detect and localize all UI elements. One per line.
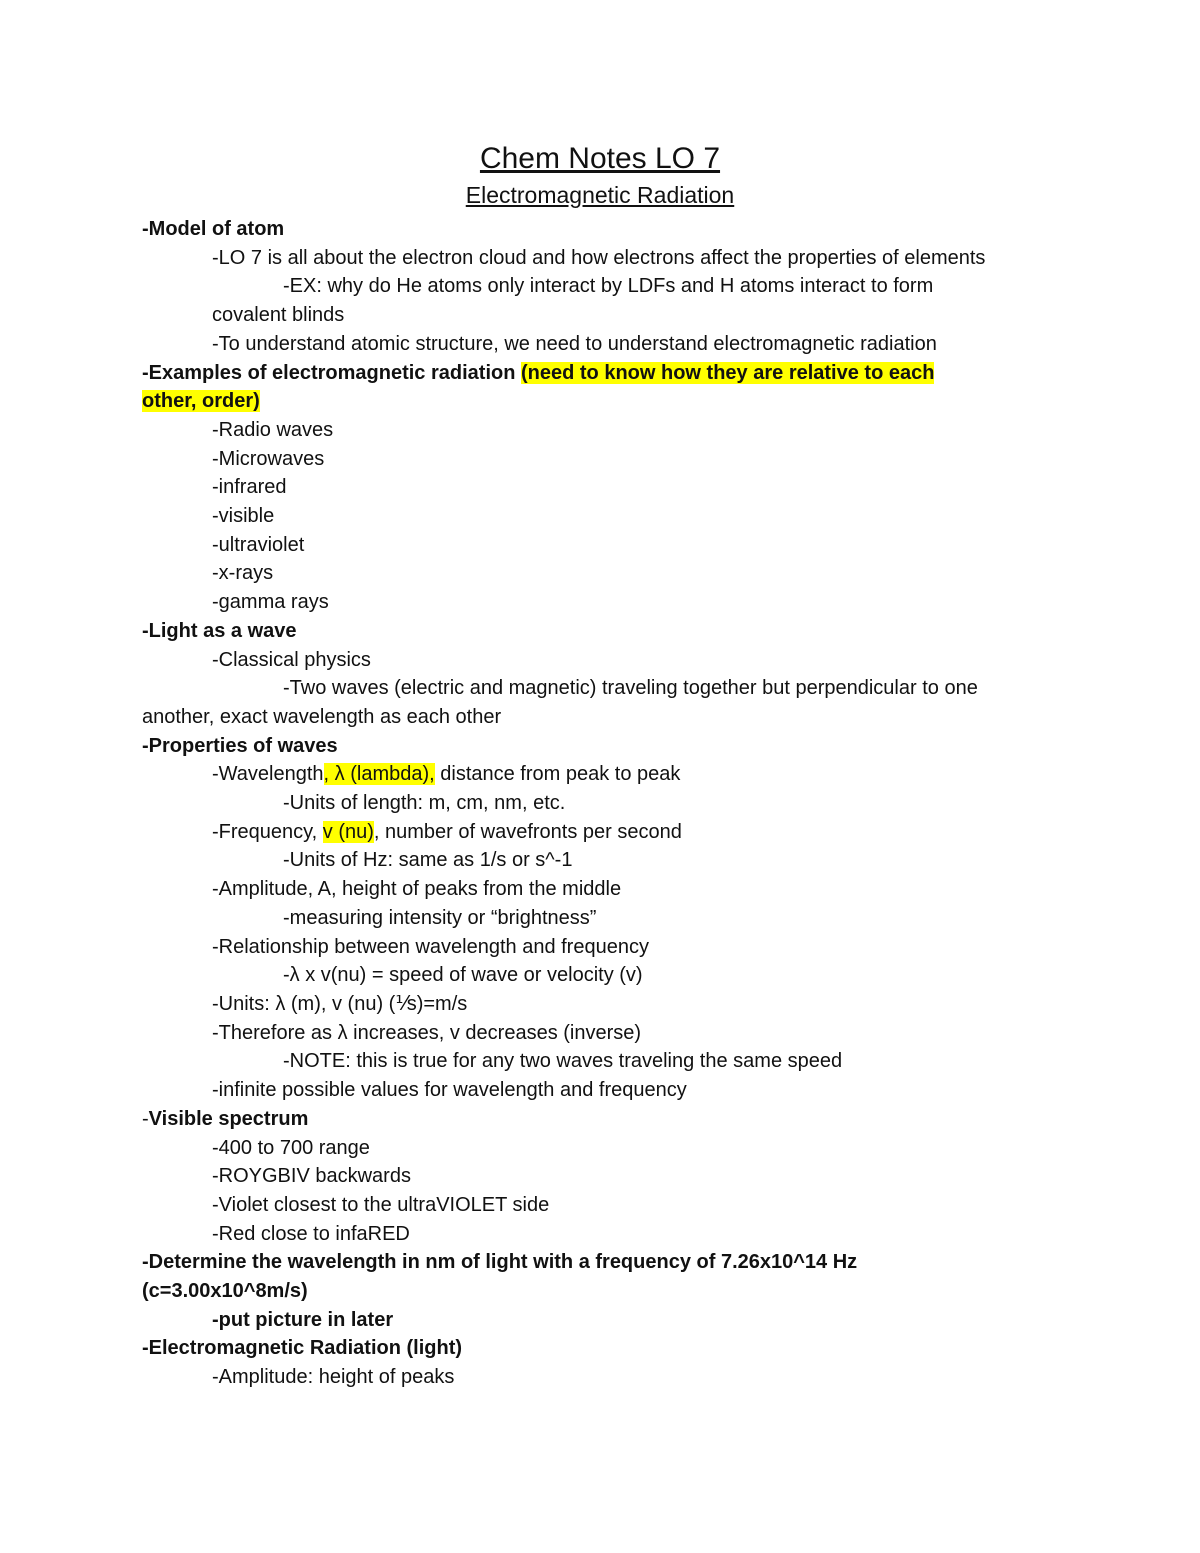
note-line: -Amplitude, A, height of peaks from the middle [212,878,622,901]
line-text: distance from peak to peak [434,763,681,786]
note-line: -λ x v(nu) = speed of wave or velocity (v) [283,964,643,987]
note-line-continuation: another, exact wavelength as each other [142,705,502,728]
list-item: -infrared [212,476,287,499]
note-line: -Red close to infaRED [212,1222,410,1245]
line-text: -Frequency, [212,820,323,843]
note-line-continuation: covalent blinds [212,304,345,327]
heading-continuation [0,387,1200,416]
note-line: -Violet closest to the ultraVIOLET side [212,1193,550,1216]
highlighted-text: other, order) [142,390,260,413]
note-line: -Classical physics [212,648,371,671]
note-line: -EX: why do He atoms only interact by LDFs and H atoms interact to form [283,275,934,298]
note-line: -Relationship between wavelength and frequency [212,935,649,958]
section-heading-visible-spectrum [0,1105,1200,1134]
list-item: -gamma rays [212,591,329,614]
line-text: , number of wavefronts per second [373,820,682,843]
highlighted-text: , λ (lambda), [323,763,435,786]
note-line: -Units of Hz: same as 1/s or s^-1 [283,849,573,872]
note-line: -Therefore as λ increases, v decreases (inverse) [212,1021,642,1044]
section-heading-examples [0,359,1200,388]
page-title: Chem Notes LO 7 [479,142,721,175]
heading-continuation: (c=3.00x10^8m/s) [142,1280,308,1303]
note-line: -Units: λ (m), v (nu) (⅟s)=m/s [212,992,468,1015]
note-line: -400 to 700 range [212,1136,370,1159]
heading-text: Visible spectrum [148,1107,309,1130]
section-heading-determine-wavelength: -Determine the wavelength in nm of light with a frequency of 7.26x10^14 Hz [142,1251,858,1274]
section-heading-em-radiation: -Electromagnetic Radiation (light) [142,1337,463,1360]
list-item: -x-rays [212,562,274,585]
note-line: -To understand atomic structure, we need to understand electromagnetic radiation [212,332,937,355]
note-line: -Two waves (electric and magnetic) traveling together but perpendicular to one [283,677,978,700]
list-item: -Microwaves [212,447,325,470]
highlighted-text: v (nu) [322,820,374,843]
list-item: -ultraviolet [212,533,305,556]
note-line: -Units of length: m, cm, nm, etc. [283,792,566,815]
line-text: -Wavelength [212,763,324,786]
list-item: -Radio waves [212,418,334,441]
notes-body [0,215,1200,1392]
page-subtitle: Electromagnetic Radiation [465,182,735,208]
section-heading-properties-of-waves: -Properties of waves [142,734,338,757]
heading-text: -Examples of electromagnetic radiation [142,361,521,384]
line-text: - [142,1107,149,1130]
note-line: -LO 7 is all about the electron cloud and how electrons affect the properties of elements [212,246,986,269]
note-line [0,818,1200,847]
note-line: -Amplitude: height of peaks [212,1366,455,1389]
note-line: -measuring intensity or “brightness” [283,906,597,929]
list-item: -visible [212,505,275,528]
section-heading-light-as-wave: -Light as a wave [142,619,297,642]
note-line: -infinite possible values for wavelength and frequency [212,1079,687,1102]
highlighted-text: (need to know how they are relative to each [521,361,935,384]
note-line [0,760,1200,789]
note-line: -NOTE: this is true for any two waves traveling the same speed [283,1050,843,1073]
section-heading-model-of-atom: -Model of atom [142,218,285,240]
note-line: -ROYGBIV backwards [212,1165,411,1188]
note-line-bold: -put picture in later [212,1308,394,1331]
